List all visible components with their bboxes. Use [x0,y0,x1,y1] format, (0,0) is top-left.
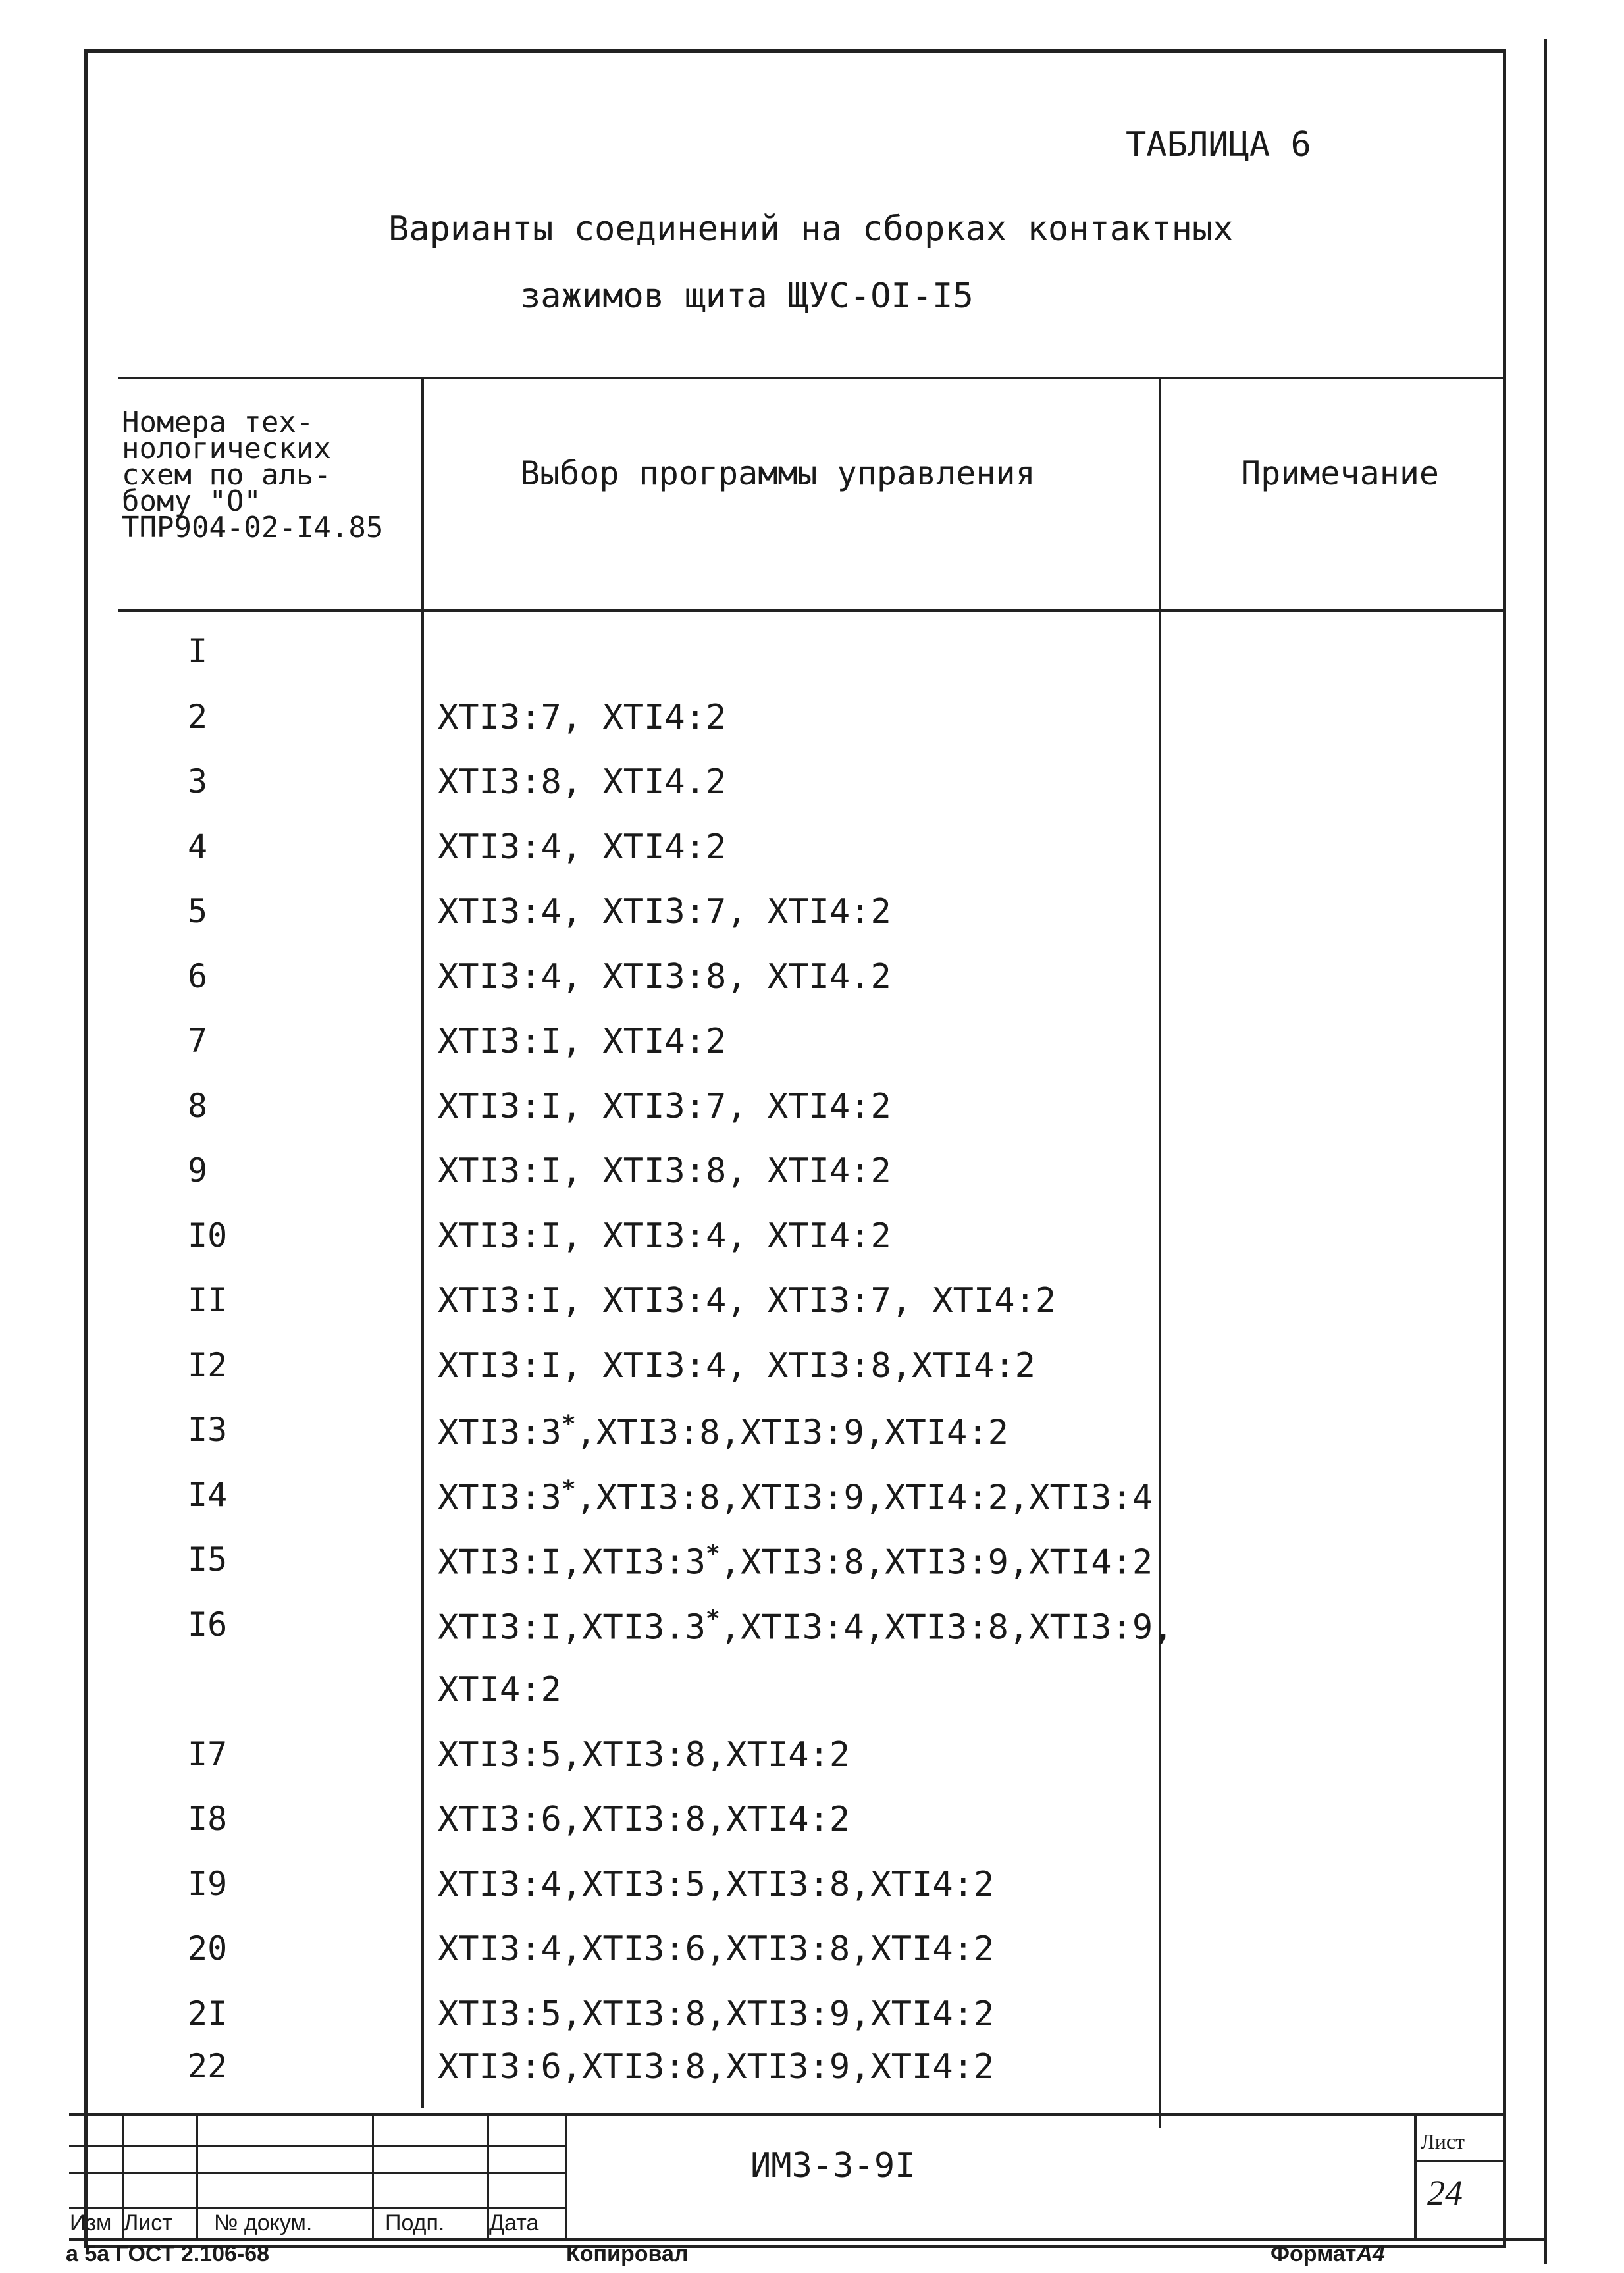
row-number: I9 [188,1865,228,1903]
header-line: схем по аль- [122,458,331,492]
table-caption-line-1: Варианты соединений на сборках контактных [388,209,1234,249]
row-number: I3 [188,1411,228,1449]
row-number: 3 [188,762,208,800]
row-number: I [188,632,208,670]
column-header-note: Примечание [1241,454,1440,492]
table-caption-line-2: зажимов щита ЩУС-OI-I5 [520,276,974,316]
row-number: 9 [188,1151,208,1189]
footnote-mark: * [561,1411,576,1438]
row-number: I5 [188,1540,228,1579]
footer-format-label: Формат [1270,2241,1357,2266]
row-program: XTI3:I, XTI3:8, XTI4:2 [438,1151,891,1191]
header-line: ТПР904-02-I4.85 [122,511,384,544]
document-code: ИМЗ-3-9I [750,2146,916,2185]
stamp-sheet-rule [1414,2160,1504,2162]
header-bottom-rule [118,609,1504,612]
row-number: 20 [188,1929,228,1968]
page-frame [84,49,1506,2248]
row-number: 7 [188,1022,208,1060]
row-program: XTI3:I, XTI3:4, XTI3:8,XTI4:2 [438,1346,1035,1386]
stamp-col-rule [196,2113,198,2238]
row-number: I2 [188,1346,228,1384]
stamp-row-rule [69,2207,566,2209]
program-text: XTI3:3 [438,1413,562,1453]
column-divider-2 [1159,377,1161,2128]
row-number: 6 [188,957,208,995]
header-line: Номера тех- [122,405,314,439]
stamp-label-sheet: Лист [124,2210,172,2235]
row-program: XTI3:4, XTI3:8, XTI4.2 [438,957,891,997]
program-text: ,XTI3:8,XTI3:9,XTI4:2 [720,1542,1153,1582]
row-number: I6 [188,1606,228,1644]
footer-format-value: А4 [1356,2241,1385,2266]
row-program [438,1540,1153,1582]
stamp-row-rule [69,2145,566,2147]
program-text: XTI3:I,XTI3.3 [438,1607,706,1648]
footer-copied: Копировал [566,2241,689,2266]
row-program: XTI3:7, XTI4:2 [438,698,727,737]
row-number: I7 [188,1735,228,1773]
page-edge [1544,39,1547,2264]
header-line: нологических [122,432,331,465]
stamp-col-rule [372,2113,374,2238]
stamp-top-rule [69,2113,1504,2116]
row-program: XTI3:4,XTI3:5,XTI3:8,XTI4:2 [438,1865,995,1904]
row-number: I8 [188,1800,228,1838]
row-program: XTI3:6,XTI3:8,XTI3:9,XTI4:2 [438,2047,995,2087]
stamp-row-rule [69,2172,566,2174]
row-program [438,1606,1173,1647]
footer-standard: а 5а ГОСТ 2.106-68 [66,2241,270,2266]
row-program: XTI3:6,XTI3:8,XTI4:2 [438,1800,851,1839]
row-program: XTI3:5,XTI3:8,XTI4:2 [438,1735,851,1775]
stamp-bottom-rule [69,2238,1547,2241]
row-number: 8 [188,1087,208,1125]
row-program [438,1476,1153,1517]
row-number: 22 [188,2047,228,2085]
row-number: 5 [188,892,208,930]
stamp-label-date: Дата [489,2210,539,2235]
row-number: I0 [188,1216,228,1255]
stamp-label-doc-number: № докум. [214,2210,313,2235]
row-program: XTI3:I, XTI4:2 [438,1022,727,1061]
stamp-col-rule [565,2113,567,2238]
program-text: ,XTI3:8,XTI3:9,XTI4:2 [575,1413,1008,1453]
row-number: 2I [188,1995,228,2033]
row-program: XTI3:I, XTI3:7, XTI4:2 [438,1087,891,1126]
row-program-continued: XTI4:2 [438,1670,562,1710]
stamp-label-signature: Подп. [385,2210,445,2235]
header-line: бому "О" [122,484,261,518]
program-text: XTI3:I,XTI3:3 [438,1542,706,1582]
column-divider-1 [421,377,424,2108]
row-program: XTI3:I, XTI3:4, XTI3:7, XTI4:2 [438,1281,1057,1320]
stamp-col-rule [1414,2113,1417,2238]
row-number: I4 [188,1476,228,1514]
row-number: 2 [188,698,208,736]
header-top-rule [118,377,1504,379]
row-program: XTI3:4,XTI3:6,XTI3:8,XTI4:2 [438,1929,995,1969]
stamp-label-change: Изм [70,2210,112,2235]
row-program: XTI3:4, XTI3:7, XTI4:2 [438,892,891,931]
footnote-mark: * [706,1540,720,1567]
column-header-program: Выбор программы управления [520,454,1035,492]
row-program: XTI3:4, XTI4:2 [438,827,727,867]
row-number: 4 [188,827,208,866]
sheet-label: Лист [1421,2129,1465,2153]
program-text: ,XTI3:4,XTI3:8,XTI3:9, [720,1607,1174,1648]
footer-format [1270,2241,1385,2267]
footnote-mark: * [561,1476,576,1503]
table-number: ТАБЛИЦА 6 [1126,125,1311,165]
footnote-mark: * [706,1606,720,1633]
row-program: XTI3:I, XTI3:4, XTI4:2 [438,1216,891,1256]
sheet-number: 24 [1427,2173,1463,2212]
program-text: XTI3:3 [438,1478,562,1518]
row-program: XTI3:5,XTI3:8,XTI3:9,XTI4:2 [438,1995,995,2034]
column-header-scheme-number [122,405,411,544]
program-text: ,XTI3:8,XTI3:9,XTI4:2,XTI3:4 [575,1478,1153,1518]
row-program [438,1411,1008,1452]
row-number: II [188,1281,228,1319]
row-program: XTI3:8, XTI4.2 [438,762,727,802]
